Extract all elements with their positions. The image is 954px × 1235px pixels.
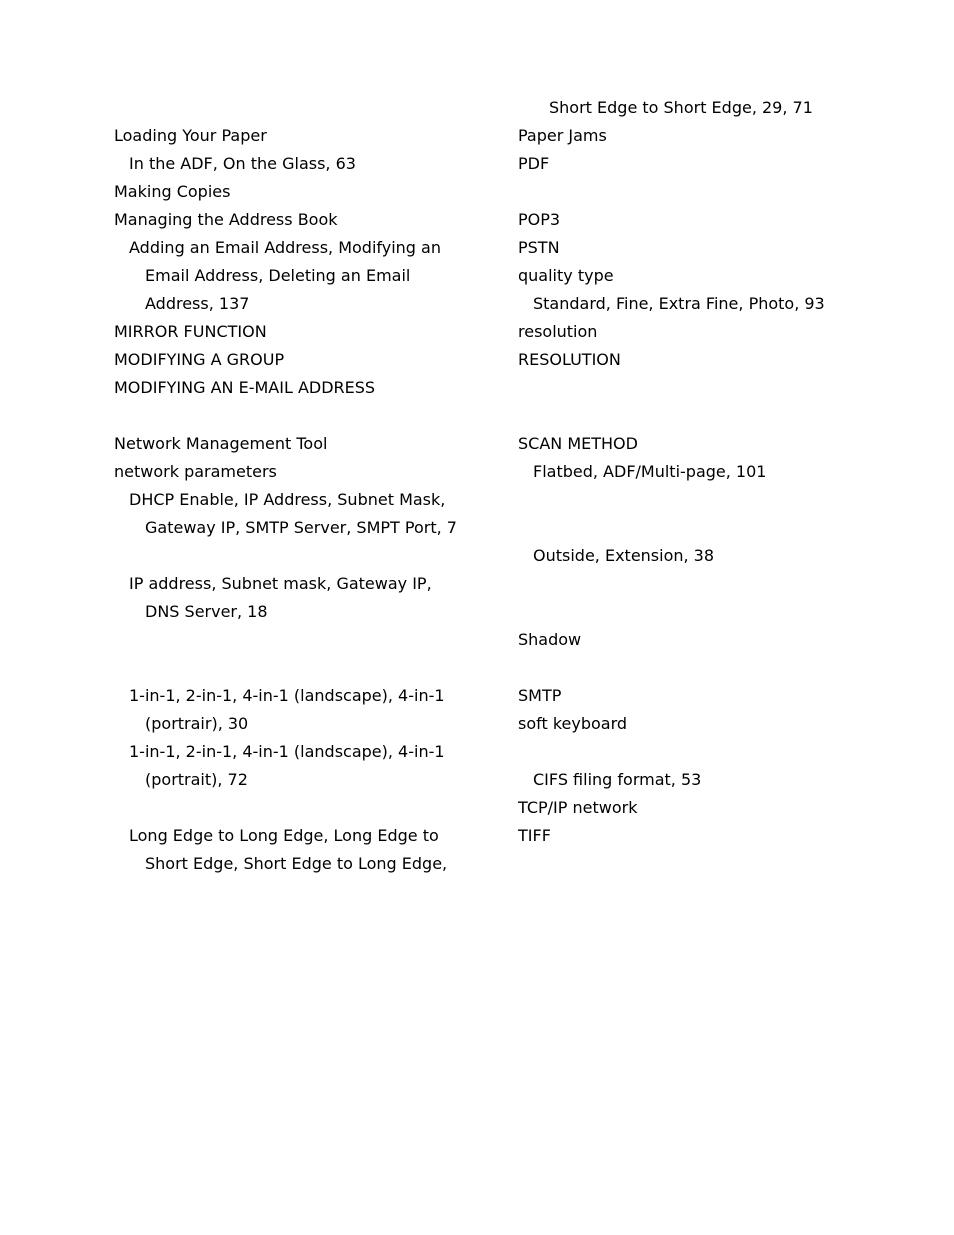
index-entry: network parameters [114,462,277,481]
index-subentry: CIFS filing format, 53 [533,770,702,789]
index-spacer [518,514,918,542]
index-spacer [518,738,918,766]
index-subentry: Adding an Email Address, Modifying an [129,238,441,257]
index-subentry: 1-in-1, 2-in-1, 4-in-1 (landscape), 4-in-1 [129,686,445,705]
index-subentry: Short Edge to Short Edge, 29, 71 [549,98,813,117]
index-entry: MODIFYING A GROUP [114,350,285,369]
index-entry: Making Copies [114,182,231,201]
index-spacer [114,654,514,682]
index-subentry: Outside, Extension, 38 [533,546,715,565]
index-spacer [518,374,918,402]
index-spacer [518,178,918,206]
index-spacer [518,598,918,626]
index-subentry: DHCP Enable, IP Address, Subnet Mask, [129,490,446,509]
index-entry: Loading Your Paper [114,126,267,145]
index-spacer [114,794,514,822]
index-entry: resolution [518,322,598,341]
index-entry: SCAN METHOD [518,434,638,453]
index-subentry: Address, 137 [145,294,250,313]
index-subentry: Short Edge, Short Edge to Long Edge, [145,854,448,873]
index-entry: Managing the Address Book [114,210,338,229]
index-subentry: (portrait), 72 [145,770,248,789]
index-entry: PSTN [518,238,560,257]
index-spacer [518,570,918,598]
index-subentry: (portrair), 30 [145,714,249,733]
index-subentry: IP address, Subnet mask, Gateway IP, [129,574,432,593]
index-subentry: 1-in-1, 2-in-1, 4-in-1 (landscape), 4-in-1 [129,742,445,761]
index-entry: Paper Jams [518,126,607,145]
index-entry: SMTP [518,686,562,705]
index-subentry: In the ADF, On the Glass, 63 [129,154,356,173]
index-column-left [114,122,514,878]
index-entry: quality type [518,266,614,285]
index-spacer [518,402,918,430]
index-entry: RESOLUTION [518,350,621,369]
index-entry: Shadow [518,630,582,649]
index-subentry: Email Address, Deleting an Email [145,266,411,285]
index-entry: TIFF [518,826,551,845]
index-spacer [114,542,514,570]
index-subentry: Long Edge to Long Edge, Long Edge to [129,826,439,845]
index-entry: PDF [518,154,550,173]
index-subentry: DNS Server, 18 [145,602,268,621]
index-subentry: Gateway IP, SMTP Server, SMPT Port, 7 [145,518,457,537]
index-entry: MIRROR FUNCTION [114,322,267,341]
index-column-right [518,94,918,850]
index-subentry: Flatbed, ADF/Multi-page, 101 [533,462,767,481]
index-spacer [518,486,918,514]
index-entry: MODIFYING AN E-MAIL ADDRESS [114,378,376,397]
index-entry: TCP/IP network [518,798,638,817]
index-subentry: Standard, Fine, Extra Fine, Photo, 93 [533,294,825,313]
index-spacer [114,402,514,430]
index-entry: POP3 [518,210,561,229]
index-spacer [518,654,918,682]
index-spacer [114,626,514,654]
index-entry: Network Management Tool [114,434,328,453]
index-entry: soft keyboard [518,714,628,733]
